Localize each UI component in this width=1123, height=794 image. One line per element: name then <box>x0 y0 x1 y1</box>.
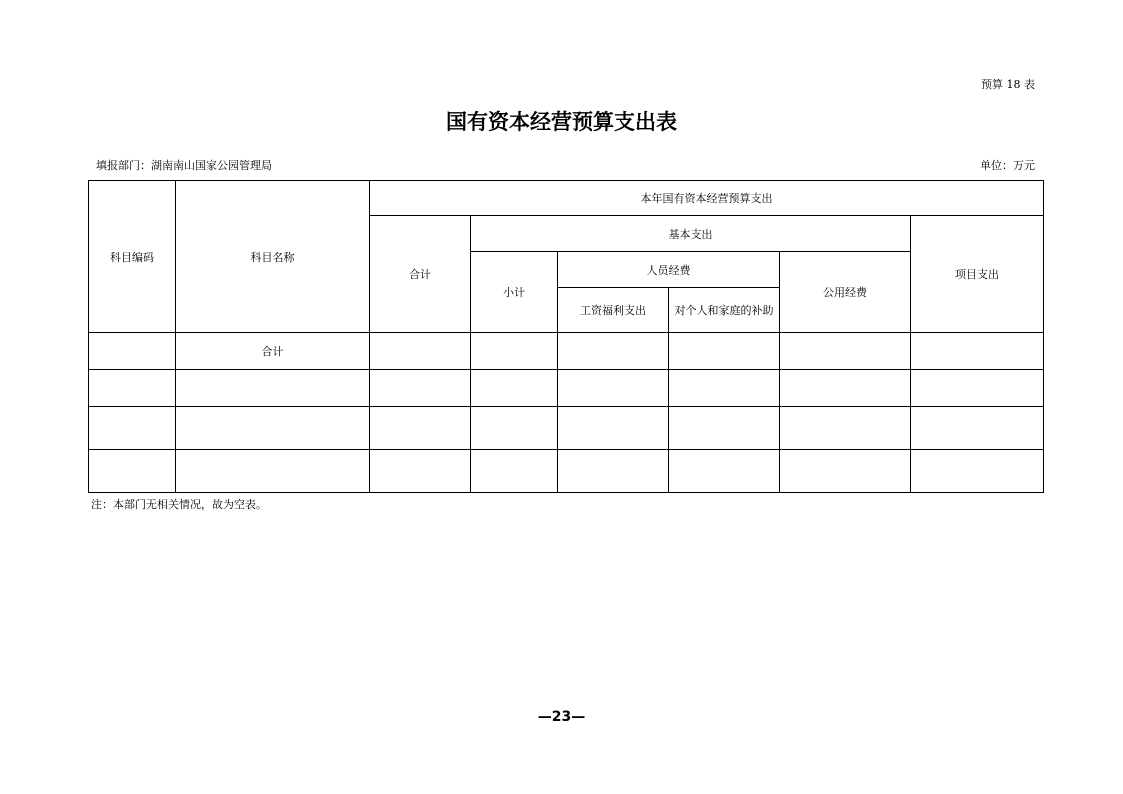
cell-subtotal <box>471 333 558 370</box>
cell-subsidy <box>669 370 780 407</box>
cell-name <box>176 450 370 493</box>
cell-total <box>370 333 471 370</box>
cell-public <box>780 370 911 407</box>
cell-total <box>370 370 471 407</box>
page-title: 国有资本经营预算支出表 <box>446 110 677 134</box>
cell-subtotal <box>471 370 558 407</box>
header-personnel-expenses: 人员经费 <box>558 252 780 288</box>
page-number: —23— <box>537 709 586 725</box>
header-subtotal: 小计 <box>471 252 558 333</box>
table-number: 预算 18 表 <box>981 78 1035 91</box>
table-row <box>89 333 1044 370</box>
cell-salary <box>558 333 669 370</box>
budget-table <box>88 180 1044 493</box>
header-salary-welfare: 工资福利支出 <box>558 288 669 333</box>
cell-name <box>176 370 370 407</box>
reporting-department: 填报部门：湖南南山国家公园管理局 <box>96 159 272 172</box>
unit-label: 单位：万元 <box>980 159 1035 172</box>
cell-salary <box>558 370 669 407</box>
cell-subtotal <box>471 450 558 493</box>
cell-code <box>89 333 176 370</box>
header-public-expenses: 公用经费 <box>780 252 911 333</box>
table-row <box>89 450 1044 493</box>
table-row <box>89 407 1044 450</box>
footnote: 注：本部门无相关情况，故为空表。 <box>91 498 267 511</box>
cell-subsidy <box>669 333 780 370</box>
cell-project <box>911 333 1044 370</box>
cell-subsidy <box>669 450 780 493</box>
header-total: 合计 <box>370 216 471 333</box>
cell-subsidy <box>669 407 780 450</box>
cell-public <box>780 333 911 370</box>
cell-salary <box>558 407 669 450</box>
cell-salary <box>558 450 669 493</box>
cell-total <box>370 450 471 493</box>
header-project-expenditure: 项目支出 <box>911 216 1044 333</box>
cell-public <box>780 450 911 493</box>
header-current-year-expenditure: 本年国有资本经营预算支出 <box>370 181 1044 216</box>
table-row <box>89 370 1044 407</box>
header-household-subsidy: 对个人和家庭的补助 <box>669 288 780 333</box>
header-subject-name: 科目名称 <box>176 181 370 333</box>
cell-code <box>89 407 176 450</box>
cell-name <box>176 407 370 450</box>
cell-name: 合计 <box>176 333 370 370</box>
cell-code <box>89 450 176 493</box>
cell-total <box>370 407 471 450</box>
header-basic-expenditure: 基本支出 <box>471 216 911 252</box>
cell-code <box>89 370 176 407</box>
cell-project <box>911 407 1044 450</box>
cell-project <box>911 450 1044 493</box>
header-subject-code: 科目编码 <box>89 181 176 333</box>
cell-public <box>780 407 911 450</box>
cell-subtotal <box>471 407 558 450</box>
cell-project <box>911 370 1044 407</box>
